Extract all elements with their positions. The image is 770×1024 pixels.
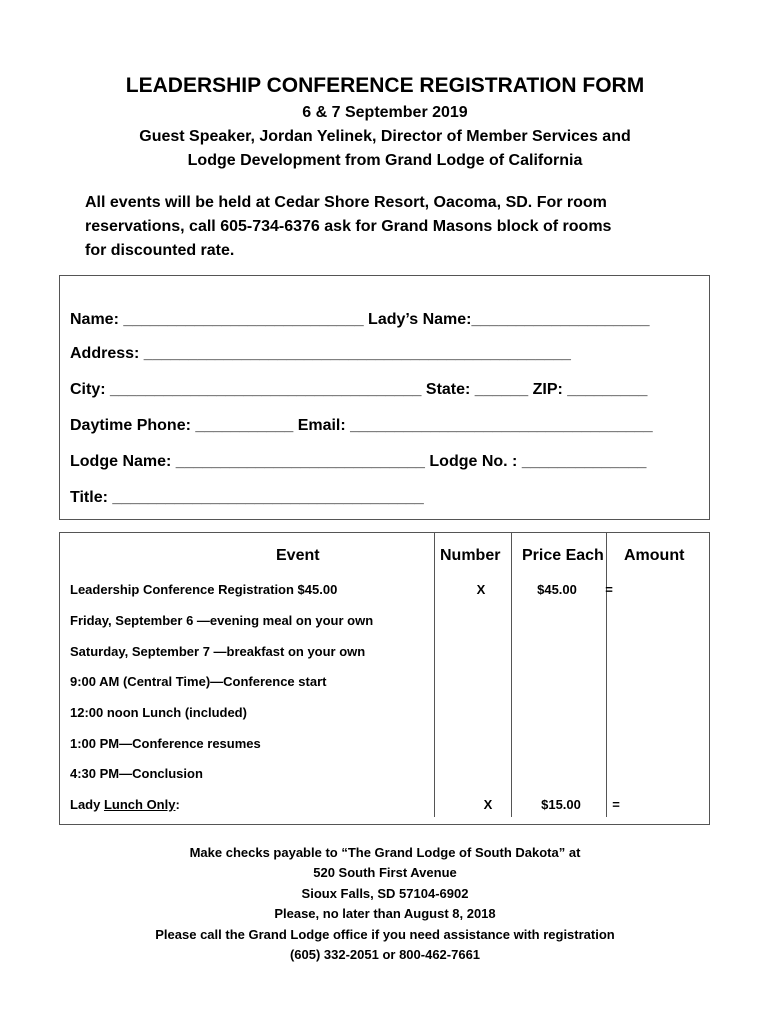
event-row-conference-start: 9:00 AM (Central Time)—Conference start xyxy=(70,674,327,689)
lady-prefix: Lady xyxy=(70,797,104,812)
event-row-friday: Friday, September 6 —evening meal on your own xyxy=(70,613,374,628)
column-divider xyxy=(511,533,512,817)
header-price: Price Each xyxy=(522,547,604,564)
lady-number-cell[interactable]: X xyxy=(483,797,493,812)
form-title: LEADERSHIP CONFERENCE REGISTRATION FORM xyxy=(125,74,645,97)
lunch-only-label: Lunch Only xyxy=(103,797,176,812)
column-divider xyxy=(434,533,435,817)
column-divider xyxy=(606,533,607,817)
event-row-resumes: 1:00 PM—Conference resumes xyxy=(70,736,261,751)
footer-payable: Make checks payable to “The Grand Lodge of South Dakota” at xyxy=(189,845,581,860)
lady-price-cell: $15.00 xyxy=(541,797,581,812)
phone-email-field[interactable]: Daytime Phone: ___________ Email: __________________________________ xyxy=(70,417,653,434)
price-cell: $45.00 xyxy=(537,582,577,597)
amount-equals: = xyxy=(605,582,613,597)
footer-assistance: Please call the Grand Lodge office if you need assistance with registration xyxy=(155,927,615,942)
header-event: Event xyxy=(276,547,320,564)
number-cell[interactable]: X xyxy=(476,582,486,597)
event-row-conclusion: 4:30 PM—Conclusion xyxy=(70,766,203,781)
footer-city: Sioux Falls, SD 57104-6902 xyxy=(301,886,469,901)
name-field[interactable]: Name: ___________________________ Lady’s Name:____________________ xyxy=(70,311,650,328)
speaker-line-2: Lodge Development from Grand Lodge of California xyxy=(187,152,583,169)
footer-street: 520 South First Avenue xyxy=(313,865,457,880)
title-field[interactable]: Title: ___________________________________ xyxy=(70,489,424,506)
intro-line-2: reservations, call 605-734-6376 ask for Grand Masons block of rooms xyxy=(85,218,612,235)
address-field[interactable]: Address: ________________________________________________ xyxy=(70,345,571,362)
intro-line-3: for discounted rate. xyxy=(85,242,235,259)
speaker-line-1: Guest Speaker, Jordan Yelinek, Director of Member Services and xyxy=(139,128,631,145)
lodge-field[interactable]: Lodge Name: ____________________________ Lodge No. : ______________ xyxy=(70,453,647,470)
event-row-saturday: Saturday, September 7 —breakfast on your own xyxy=(70,644,366,659)
lady-suffix: : xyxy=(175,797,180,812)
intro-line-1: All events will be held at Cedar Shore Resort, Oacoma, SD. For room xyxy=(85,194,607,211)
city-state-zip-field[interactable]: City: ___________________________________ State: ______ ZIP: _________ xyxy=(70,381,648,398)
footer-phone: (605) 332-2051 or 800-462-7661 xyxy=(289,947,481,962)
header-amount: Amount xyxy=(624,547,685,564)
conference-dates: 6 & 7 September 2019 xyxy=(302,104,468,121)
header-number: Number xyxy=(440,547,501,564)
event-row-lady-lunch xyxy=(70,797,180,812)
lady-amount-equals: = xyxy=(612,797,620,812)
event-row-registration: Leadership Conference Registration $45.00 xyxy=(70,582,338,597)
footer-deadline: Please, no later than August 8, 2018 xyxy=(274,906,496,921)
event-row-lunch: 12:00 noon Lunch (included) xyxy=(70,705,247,720)
